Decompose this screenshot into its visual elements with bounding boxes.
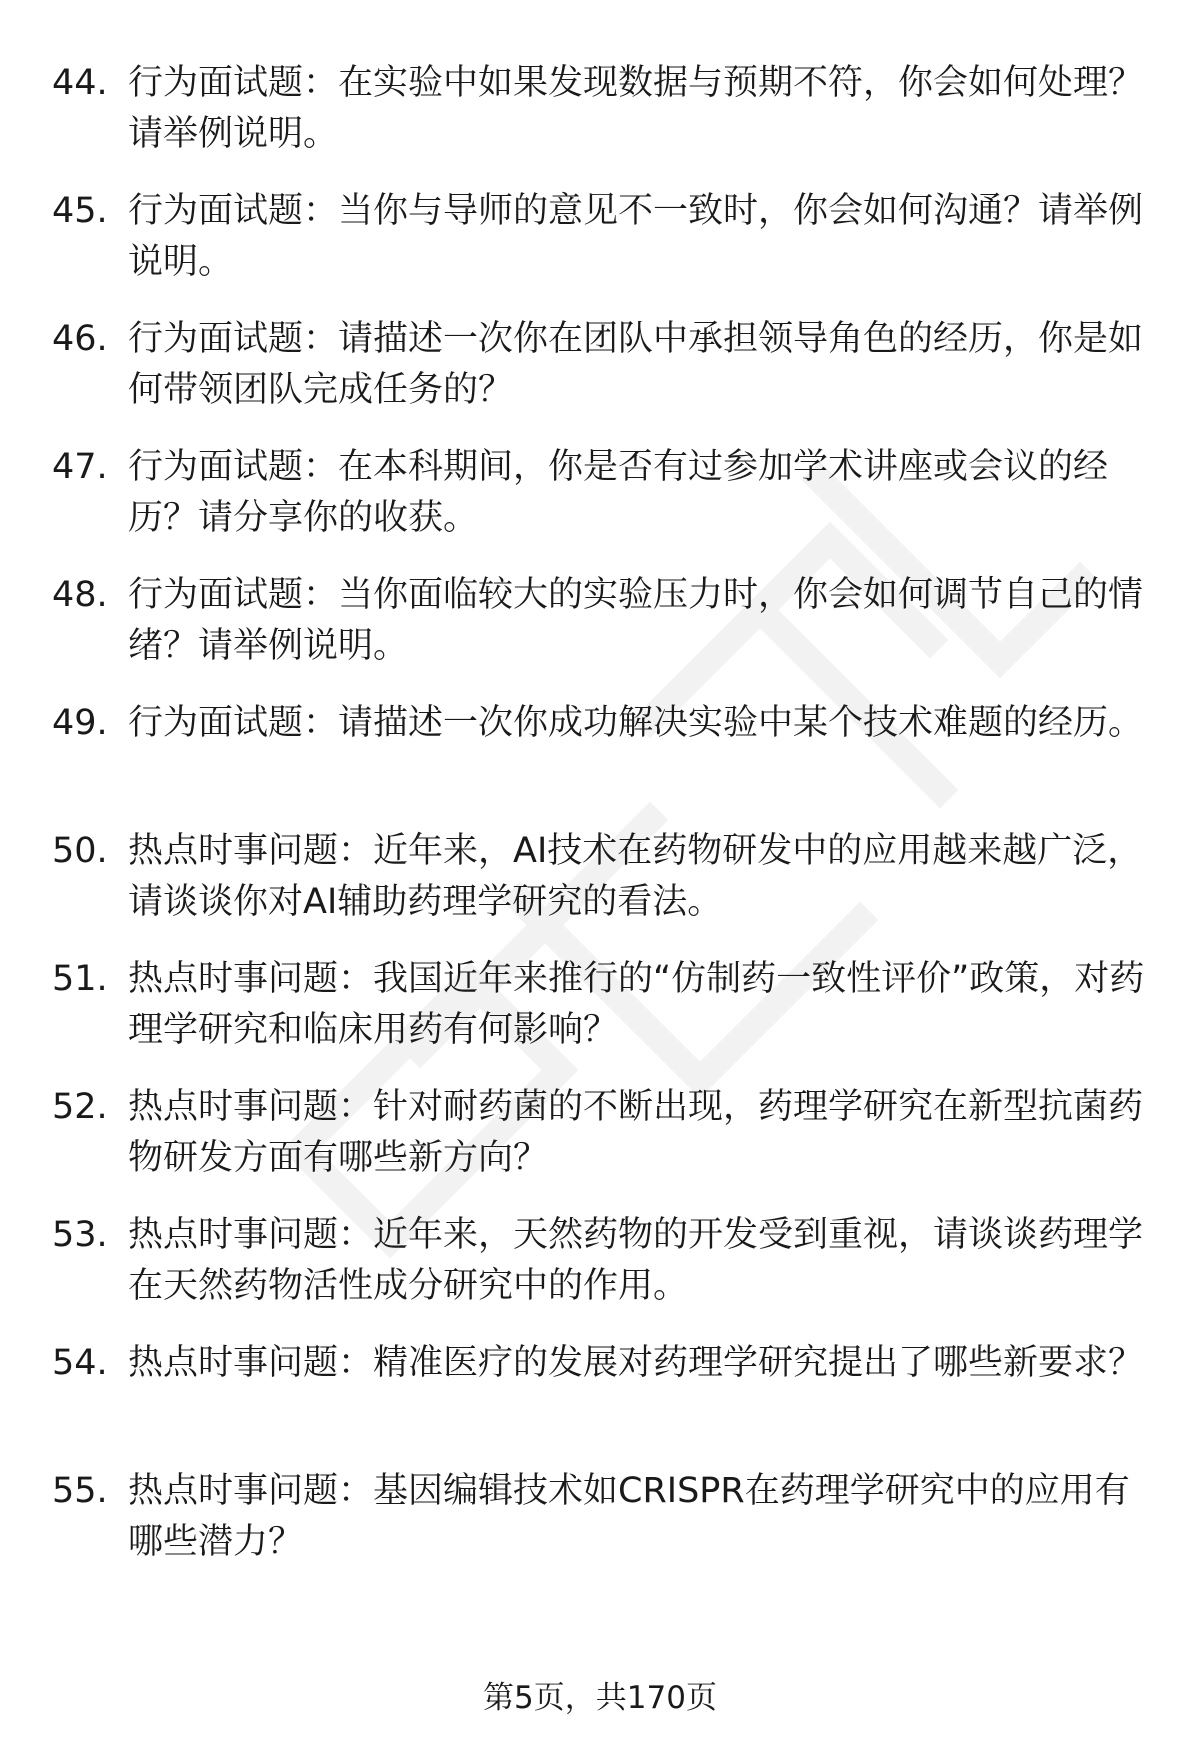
question-item [52,442,1162,544]
question-item [52,826,1162,928]
question-number: 50. [52,831,108,871]
question-text: 热点时事问题：针对耐药菌的不断出现，药理学研究在新型抗菌药物研发方面有哪些新方向？ [128,1087,1144,1178]
page-footer: 第5页，共170页 [483,1680,717,1716]
question-number: 53. [52,1215,108,1255]
question-text: 行为面试题：请描述一次你成功解决实验中某个技术难题的经历。 [128,703,1144,743]
question-item [52,1210,1162,1312]
question-text: 行为面试题：请描述一次你在团队中承担领导角色的经历，你是如何带领团队完成任务的？ [128,319,1144,410]
question-text: 热点时事问题：近年来，AI技术在药物研发中的应用越来越广泛，请谈谈你对AI辅助药理学研究的看法。 [128,831,1143,922]
question-item [52,1466,1162,1568]
question-text: 行为面试题：在本科期间，你是否有过参加学术讲座或会议的经历？请分享你的收获。 [128,447,1109,538]
question-list [52,58,1162,1594]
question-item [52,314,1162,416]
question-item [52,186,1162,288]
question-number: 46. [52,319,108,359]
question-number: 48. [52,575,108,615]
question-text: 热点时事问题：基因编辑技术如CRISPR在药理学研究中的应用有哪些潜力？ [128,1471,1130,1562]
question-text: 行为面试题：当你与导师的意见不一致时，你会如何沟通？请举例说明。 [128,191,1144,282]
question-text: 行为面试题：在实验中如果发现数据与预期不符，你会如何处理？请举例说明。 [128,63,1144,154]
question-text: 热点时事问题：精准医疗的发展对药理学研究提出了哪些新要求？ [128,1343,1144,1383]
question-text: 行为面试题：当你面临较大的实验压力时，你会如何调节自己的情绪？请举例说明。 [128,575,1144,666]
question-text: 热点时事问题：近年来，天然药物的开发受到重视，请谈谈药理学在天然药物活性成分研究中的作用。 [128,1215,1144,1306]
question-number: 54. [52,1343,108,1383]
question-item [52,954,1162,1056]
question-item [52,1338,1162,1440]
question-number: 49. [52,703,108,743]
question-text: 热点时事问题：我国近年来推行的“仿制药一致性评价”政策，对药理学研究和临床用药有何影响？ [128,959,1145,1050]
question-number: 55. [52,1471,108,1511]
question-number: 52. [52,1087,108,1127]
question-number: 51. [52,959,108,999]
question-number: 44. [52,63,108,103]
question-item [52,570,1162,672]
question-item [52,698,1162,800]
question-number: 45. [52,191,108,231]
question-item [52,1082,1162,1184]
question-number: 47. [52,447,108,487]
question-item [52,58,1162,160]
